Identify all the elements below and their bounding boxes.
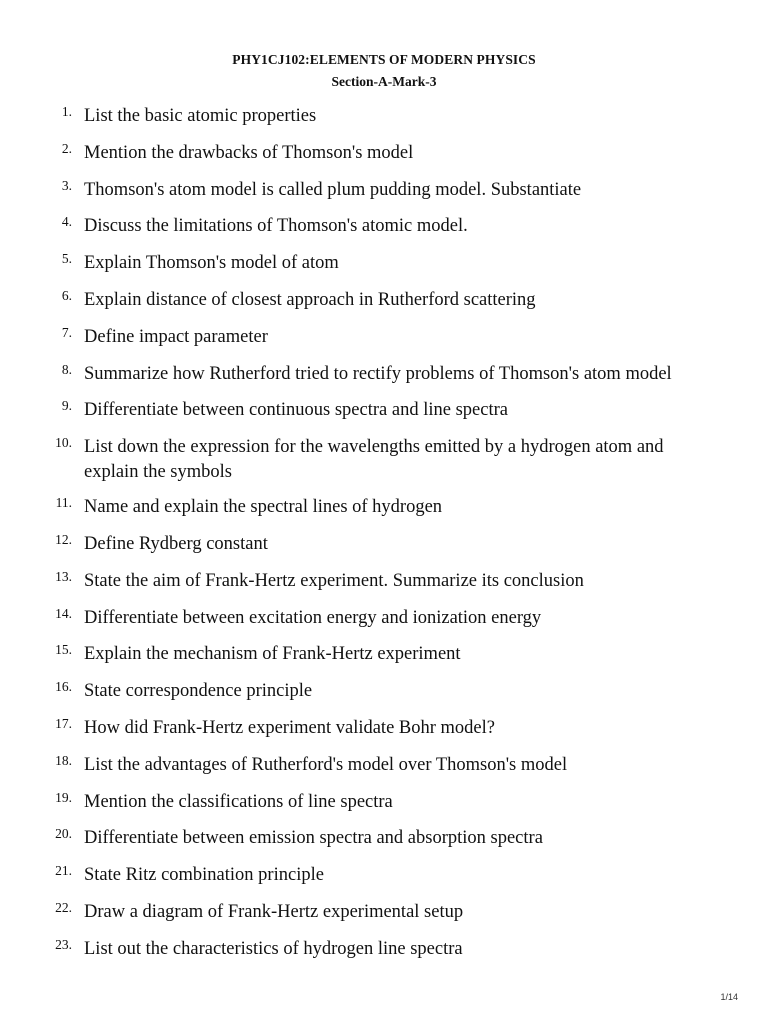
question-text: Thomson's atom model is called plum pudding model. Substantiate bbox=[84, 179, 582, 200]
question-list bbox=[0, 104, 768, 974]
question-item bbox=[0, 288, 768, 313]
question-item bbox=[0, 826, 768, 851]
question-text: Summarize how Rutherford tried to rectify problems of Thomson's atom model bbox=[84, 363, 672, 384]
question-number: 21. bbox=[55, 863, 72, 879]
question-item bbox=[0, 141, 768, 166]
question-text: Define Rydberg constant bbox=[84, 533, 268, 554]
question-text: Explain distance of closest approach in Rutherford scattering bbox=[84, 289, 536, 310]
question-number: 20. bbox=[55, 826, 72, 842]
question-number: 22. bbox=[55, 899, 72, 915]
question-number: 23. bbox=[55, 936, 72, 952]
question-number: 15. bbox=[55, 642, 72, 658]
question-item bbox=[0, 104, 768, 129]
question-item bbox=[0, 495, 768, 520]
question-text: Differentiate between excitation energy and ionization energy bbox=[84, 607, 542, 628]
question-number: 12. bbox=[55, 531, 72, 547]
question-text: State the aim of Frank-Hertz experiment. Summarize its conclusion bbox=[84, 570, 584, 591]
question-item bbox=[0, 435, 768, 484]
question-item bbox=[0, 532, 768, 557]
question-number: 10. bbox=[55, 435, 72, 451]
section-subtitle: Section-A-Mark-3 bbox=[331, 74, 437, 89]
question-text: Name and explain the spectral lines of hydrogen bbox=[84, 497, 443, 518]
question-item bbox=[0, 937, 768, 962]
question-text: How did Frank-Hertz experiment validate Bohr model? bbox=[84, 717, 495, 738]
question-text: List down the expression for the wavelengths emitted by a hydrogen atom and explain the symbols bbox=[84, 437, 664, 482]
question-item bbox=[0, 178, 768, 203]
question-item bbox=[0, 214, 768, 239]
question-number: 1. bbox=[61, 104, 72, 119]
question-text: Discuss the limitations of Thomson's atomic model. bbox=[84, 216, 468, 237]
question-text: Draw a diagram of Frank-Hertz experimental setup bbox=[84, 901, 464, 922]
question-item bbox=[0, 900, 768, 925]
question-text: Differentiate between emission spectra and absorption spectra bbox=[84, 828, 543, 849]
question-item bbox=[0, 716, 768, 741]
question-item bbox=[0, 753, 768, 778]
question-text: Explain the mechanism of Frank-Hertz experiment bbox=[84, 644, 461, 665]
question-item bbox=[0, 679, 768, 704]
question-number: 14. bbox=[55, 605, 72, 621]
question-text: Mention the drawbacks of Thomson's model bbox=[84, 142, 414, 163]
question-number: 19. bbox=[55, 789, 72, 805]
question-item bbox=[0, 569, 768, 594]
question-number: 18. bbox=[55, 752, 72, 768]
question-text: List the advantages of Rutherford's model over Thomson's model bbox=[84, 754, 568, 775]
question-item bbox=[0, 863, 768, 888]
page-indicator: 1/14 bbox=[720, 992, 738, 1002]
question-item bbox=[0, 642, 768, 667]
question-text: Mention the classifications of line spectra bbox=[84, 791, 393, 812]
question-number: 13. bbox=[55, 568, 72, 584]
question-number: 5. bbox=[61, 251, 72, 267]
question-number: 3. bbox=[61, 177, 72, 193]
question-number: 9. bbox=[61, 398, 72, 414]
question-text: List out the characteristics of hydrogen line spectra bbox=[84, 938, 463, 959]
question-number: 11. bbox=[55, 495, 72, 511]
question-text: State Ritz combination principle bbox=[84, 865, 324, 886]
question-number: 16. bbox=[55, 679, 72, 695]
question-number: 6. bbox=[61, 287, 72, 303]
question-item bbox=[0, 606, 768, 631]
question-item bbox=[0, 362, 768, 387]
question-text: Define impact parameter bbox=[84, 326, 268, 347]
question-number: 4. bbox=[61, 214, 72, 230]
question-item bbox=[0, 790, 768, 815]
question-text: Differentiate between continuous spectra and line spectra bbox=[84, 400, 508, 421]
question-item bbox=[0, 398, 768, 423]
question-text: Explain Thomson's model of atom bbox=[84, 253, 339, 274]
question-text: State correspondence principle bbox=[84, 681, 313, 702]
question-number: 8. bbox=[61, 361, 72, 377]
question-number: 7. bbox=[61, 324, 72, 340]
question-text: List the basic atomic properties bbox=[84, 106, 317, 126]
question-number: 17. bbox=[55, 715, 72, 731]
question-item bbox=[0, 251, 768, 276]
question-item bbox=[0, 325, 768, 350]
question-number: 2. bbox=[61, 140, 72, 156]
page-title: PHY1CJ102:ELEMENTS OF MODERN PHYSICS bbox=[232, 52, 536, 67]
